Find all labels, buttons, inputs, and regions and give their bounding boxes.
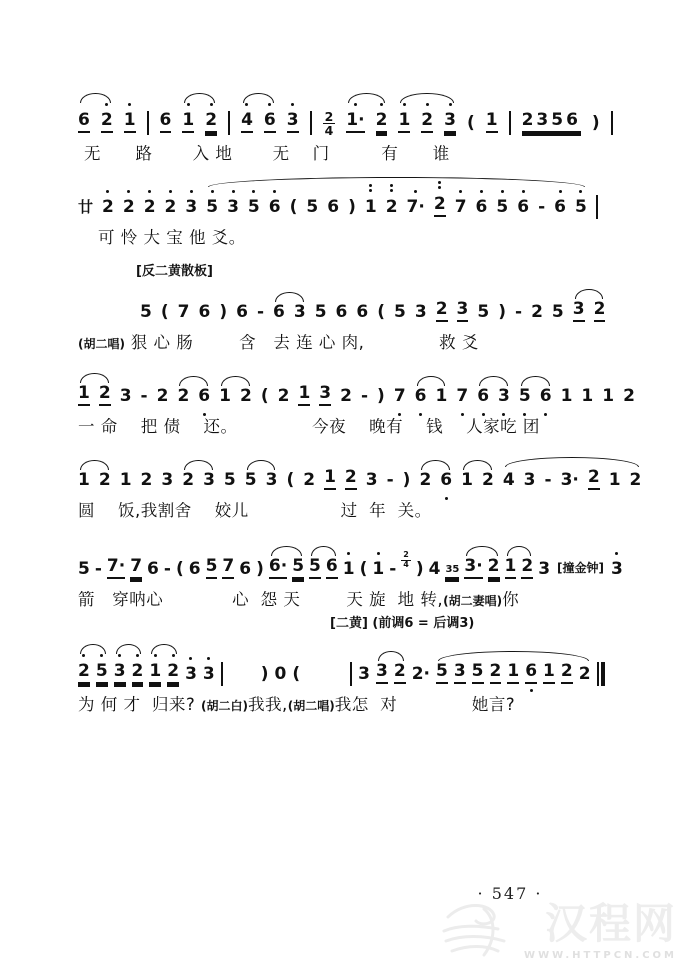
note: 3 bbox=[457, 299, 469, 322]
note: 2 bbox=[123, 197, 135, 217]
note: 1 bbox=[602, 386, 615, 407]
note: 2 bbox=[488, 556, 500, 579]
note: 6 bbox=[147, 559, 159, 580]
slur-group bbox=[78, 383, 111, 406]
note: 2356 bbox=[522, 110, 581, 133]
note: 2 bbox=[490, 661, 502, 684]
lyrics-text: 圆 饭,我割舍 姣儿 过 年 关。 bbox=[78, 501, 432, 521]
note: - bbox=[163, 559, 171, 580]
note: 6 bbox=[415, 386, 427, 406]
note: 2 bbox=[434, 194, 446, 217]
system bbox=[78, 449, 642, 521]
note: 7 bbox=[222, 556, 234, 579]
slur-group bbox=[114, 661, 144, 684]
note: 5 bbox=[248, 197, 260, 217]
note: 6 bbox=[269, 197, 281, 217]
note: 2 bbox=[561, 661, 573, 684]
slur-group bbox=[415, 386, 448, 406]
note: 2 bbox=[386, 197, 398, 217]
note: 1 bbox=[124, 110, 136, 133]
note: 2 bbox=[167, 661, 179, 684]
role-label: (胡二妻唱) bbox=[443, 594, 503, 609]
note: 3 bbox=[414, 302, 427, 323]
note: ) bbox=[260, 664, 269, 685]
note: 3 bbox=[376, 661, 388, 684]
notation-line bbox=[78, 92, 618, 139]
note: 5 bbox=[306, 197, 319, 218]
note: 7· bbox=[407, 197, 425, 217]
note: 3 bbox=[319, 383, 331, 406]
note: 1 bbox=[543, 661, 555, 684]
lyrics-line bbox=[78, 691, 618, 715]
note: 2 bbox=[165, 197, 177, 217]
lyrics-text: 为 何 才 归来? bbox=[78, 695, 201, 715]
note: 1 bbox=[219, 386, 231, 407]
note: 1 bbox=[78, 383, 90, 406]
note: 2 bbox=[623, 386, 635, 407]
note: 6 bbox=[273, 302, 285, 323]
note: 2 bbox=[78, 661, 90, 684]
slur-group bbox=[477, 386, 510, 406]
note: - bbox=[386, 470, 394, 491]
slur-group bbox=[519, 386, 552, 406]
note: 2 bbox=[239, 386, 252, 407]
notation-line bbox=[78, 643, 618, 684]
slur-group bbox=[461, 470, 494, 490]
note: 2 bbox=[132, 661, 144, 684]
note: 3 bbox=[523, 470, 536, 491]
note: 6 bbox=[198, 386, 210, 406]
key-change-label: [二黄] (前调6 = 后调3) bbox=[330, 616, 475, 632]
note: 廿 bbox=[78, 198, 94, 217]
lyrics-line bbox=[84, 140, 618, 164]
slur-group bbox=[206, 194, 587, 217]
notation-line bbox=[78, 449, 642, 491]
note: 5 bbox=[575, 197, 587, 217]
note: ) bbox=[415, 559, 424, 580]
note: 2 bbox=[156, 386, 169, 407]
note: 5 bbox=[551, 302, 564, 323]
note: 2 bbox=[521, 556, 533, 579]
note: 3 bbox=[358, 664, 370, 685]
note: 5 bbox=[477, 302, 490, 323]
note: ( bbox=[466, 113, 475, 134]
note: 1 bbox=[560, 386, 573, 407]
barline bbox=[350, 662, 352, 686]
score bbox=[78, 92, 642, 727]
note: ) bbox=[219, 302, 228, 323]
note: 1 bbox=[149, 661, 161, 684]
barline bbox=[310, 111, 312, 135]
note: 6 bbox=[198, 302, 211, 323]
note: 6 bbox=[188, 559, 201, 580]
note: 7 bbox=[177, 302, 190, 323]
note: 4 bbox=[502, 470, 515, 491]
slur-group bbox=[398, 110, 456, 133]
note: 2 bbox=[578, 664, 591, 685]
note: - bbox=[515, 302, 523, 323]
note: 2 bbox=[588, 467, 600, 490]
note: 5 bbox=[244, 470, 257, 491]
note: ) bbox=[348, 197, 356, 218]
note: 1 bbox=[581, 386, 594, 407]
note: ( bbox=[359, 559, 368, 580]
slur-group bbox=[309, 556, 338, 579]
slur-group bbox=[219, 386, 252, 406]
lyrics-text: 无 路 入 地 无 门 有 谁 bbox=[84, 144, 450, 164]
note: 1 bbox=[182, 110, 194, 133]
system bbox=[78, 533, 623, 632]
notation-line bbox=[78, 176, 618, 217]
note: 6 bbox=[540, 386, 552, 406]
barline bbox=[509, 111, 511, 135]
note: 2 bbox=[340, 386, 352, 407]
note: ) bbox=[402, 470, 411, 491]
note: 6· bbox=[269, 556, 287, 579]
lyrics-text: 可 怜 大 宝 他 爻。 bbox=[98, 228, 246, 248]
note: 2 bbox=[182, 470, 195, 491]
watermark-text bbox=[524, 899, 677, 961]
note: 3· bbox=[560, 470, 579, 491]
note: ( bbox=[175, 559, 184, 580]
note: 6 bbox=[517, 197, 529, 217]
note: 6 bbox=[477, 386, 489, 406]
slur-group bbox=[78, 470, 111, 490]
barline bbox=[228, 111, 230, 135]
final-barline bbox=[597, 662, 605, 686]
note: 5 bbox=[96, 661, 108, 684]
slur-group bbox=[182, 110, 217, 133]
note: 2 bbox=[421, 110, 433, 133]
note: 5 bbox=[519, 386, 531, 406]
note: 3 bbox=[119, 386, 132, 407]
lyrics-text: 你 bbox=[502, 590, 520, 610]
note: 1 bbox=[461, 470, 473, 491]
note: 1 bbox=[435, 386, 448, 407]
note: 3 bbox=[185, 664, 197, 684]
note: 3 bbox=[185, 197, 197, 217]
note: 6 bbox=[335, 302, 348, 323]
note: 5 bbox=[309, 556, 321, 579]
note: - bbox=[360, 386, 369, 407]
note: 1 bbox=[365, 197, 377, 217]
note: 4 bbox=[428, 559, 441, 580]
lyrics-line bbox=[78, 413, 618, 437]
slur-group bbox=[273, 302, 306, 322]
note: 1 bbox=[78, 470, 90, 491]
note: 5 bbox=[206, 556, 218, 579]
note: 2 bbox=[140, 470, 153, 491]
lyrics-text: 我我, bbox=[247, 695, 288, 715]
slur-group bbox=[464, 556, 499, 579]
note: 2 bbox=[205, 110, 217, 133]
note: 6 bbox=[239, 559, 252, 580]
lyrics-text: 一 命 把 债 还。 今夜 晚有 钱 人家吃 团 bbox=[78, 417, 540, 437]
note: 3 bbox=[293, 302, 306, 323]
note: 2 bbox=[303, 470, 316, 491]
note: 2 bbox=[594, 299, 606, 322]
note: 2 bbox=[98, 470, 111, 491]
note: 3 bbox=[203, 664, 215, 684]
note: 1 bbox=[505, 556, 517, 579]
slur-group bbox=[573, 299, 606, 322]
note: 2 bbox=[101, 110, 113, 133]
note: 1· bbox=[346, 110, 364, 133]
note: 6 bbox=[326, 556, 338, 579]
system bbox=[78, 260, 618, 353]
note: 2 bbox=[629, 470, 642, 491]
lyrics-line bbox=[78, 497, 618, 521]
slur-group bbox=[78, 110, 113, 133]
page-number: · 547 · bbox=[477, 884, 543, 903]
note: 5 bbox=[292, 556, 304, 579]
barline bbox=[596, 195, 598, 219]
note: - bbox=[140, 386, 148, 407]
note: 3 bbox=[161, 470, 174, 491]
note: 1 bbox=[398, 110, 410, 133]
note: ( bbox=[289, 197, 298, 218]
note: 2 bbox=[277, 386, 290, 407]
note: 2 bbox=[481, 470, 494, 491]
note: 3 bbox=[227, 197, 239, 217]
note: 5 bbox=[206, 197, 218, 217]
note: 2 bbox=[436, 299, 448, 322]
system bbox=[78, 643, 618, 715]
note: 3 bbox=[611, 559, 623, 579]
note: 2 bbox=[394, 661, 406, 684]
note: 2· bbox=[411, 664, 430, 685]
note: 1 bbox=[372, 559, 384, 579]
note: 3 bbox=[454, 661, 466, 684]
note: 2 bbox=[419, 470, 432, 491]
note: 2 bbox=[531, 302, 543, 323]
watermark-url: WWW.HTTPCN.COM bbox=[524, 950, 677, 961]
note: ( bbox=[286, 470, 295, 491]
barline bbox=[611, 111, 613, 135]
note: 5 bbox=[394, 302, 406, 323]
note: 2 bbox=[376, 110, 388, 133]
note: ) bbox=[256, 559, 264, 580]
spacer bbox=[306, 683, 344, 684]
note: 6 bbox=[327, 197, 340, 218]
note: 6 bbox=[554, 197, 566, 217]
role-label: (胡二唱) bbox=[287, 699, 335, 714]
note: 6 bbox=[440, 470, 452, 490]
note: 6 bbox=[264, 110, 276, 133]
note: 2 bbox=[99, 383, 111, 406]
barline bbox=[221, 662, 223, 686]
note: 3 bbox=[444, 110, 456, 133]
lyrics-line bbox=[98, 224, 618, 248]
section-label: [反二黄散板] bbox=[136, 264, 213, 280]
note: 4 bbox=[241, 110, 253, 133]
slur-group bbox=[419, 470, 452, 490]
note: - bbox=[538, 197, 546, 218]
slur-group bbox=[436, 661, 591, 684]
note: 5 bbox=[223, 470, 236, 491]
note: 1 bbox=[119, 470, 132, 491]
note: ( bbox=[377, 302, 385, 323]
note: - bbox=[389, 559, 397, 580]
note: 3 bbox=[114, 661, 126, 684]
note: 1 bbox=[507, 661, 519, 684]
role-label: (胡二唱) bbox=[78, 337, 125, 352]
slur-group bbox=[78, 661, 108, 684]
slur-group bbox=[241, 110, 276, 133]
lyrics-text: 我怎 对 她言? bbox=[334, 695, 516, 715]
system bbox=[78, 365, 635, 437]
notation-label: [撞金钟] bbox=[557, 561, 605, 576]
role-label: (胡二白) bbox=[200, 699, 248, 714]
note: 7· bbox=[107, 556, 125, 579]
note: 1 bbox=[608, 470, 621, 491]
spacer bbox=[229, 683, 255, 684]
note: - bbox=[256, 302, 264, 323]
note: 6 bbox=[476, 197, 488, 217]
note: 35 bbox=[445, 564, 459, 579]
lyrics-line bbox=[78, 586, 618, 610]
note: 7 bbox=[455, 197, 467, 217]
barline bbox=[147, 111, 149, 135]
system bbox=[78, 92, 618, 164]
note: 3 bbox=[498, 386, 510, 406]
note: 7 bbox=[130, 556, 142, 579]
note: 5 bbox=[314, 302, 327, 323]
note: 3 bbox=[538, 559, 551, 580]
note: 6 bbox=[236, 302, 248, 323]
slur-group bbox=[505, 556, 534, 579]
note: 1 bbox=[343, 559, 355, 579]
slur-group bbox=[149, 661, 179, 684]
note: 1 bbox=[324, 467, 336, 490]
note: - bbox=[544, 470, 552, 491]
system bbox=[78, 176, 618, 248]
note: ) bbox=[498, 302, 506, 323]
note: 3· bbox=[464, 556, 482, 579]
slur-group bbox=[269, 556, 304, 579]
note: 2 bbox=[102, 197, 114, 217]
notation-line bbox=[78, 533, 623, 580]
lyrics-line bbox=[78, 329, 618, 353]
watermark-brand: 汉程网 bbox=[544, 899, 677, 948]
note: 6 bbox=[356, 302, 369, 323]
note: 2 bbox=[144, 197, 156, 217]
slur-group bbox=[182, 470, 215, 490]
note: 1 bbox=[486, 110, 498, 133]
slur-group bbox=[376, 661, 406, 684]
note: 7 bbox=[456, 386, 468, 406]
note: 2 bbox=[177, 386, 190, 407]
note: 6 bbox=[160, 110, 172, 133]
note: 3 bbox=[573, 299, 585, 322]
note: - bbox=[94, 559, 102, 580]
note: 6 bbox=[525, 661, 537, 684]
note: 5 bbox=[140, 302, 152, 323]
lyrics-text: 箭 穿呐心 心 怨 天 天 旋 地 转, bbox=[78, 590, 444, 610]
note: 1 bbox=[298, 383, 310, 406]
note: 2 bbox=[345, 467, 357, 490]
slur-group bbox=[503, 467, 642, 490]
note: 3 bbox=[365, 470, 378, 491]
note: ( bbox=[260, 386, 269, 407]
watermark bbox=[438, 899, 677, 961]
note: ( bbox=[160, 302, 169, 323]
swirl-wave-logo-icon bbox=[438, 899, 522, 961]
note: ) bbox=[377, 386, 385, 407]
notation-line bbox=[140, 281, 618, 322]
time-signature: $\frac{2}{4}$ bbox=[324, 109, 334, 139]
note: 7 bbox=[394, 386, 406, 406]
slur-group bbox=[177, 386, 210, 406]
note: 5 bbox=[472, 661, 484, 684]
note: 3 bbox=[203, 470, 215, 491]
note: ) bbox=[591, 113, 600, 134]
slur-group bbox=[245, 470, 278, 490]
time-signature: $\frac{2}{4}$ bbox=[403, 550, 409, 569]
note: 5 bbox=[496, 197, 508, 217]
note: 6 bbox=[78, 110, 90, 133]
notation-line bbox=[78, 365, 635, 407]
slur-group bbox=[346, 110, 387, 133]
note: 0 bbox=[274, 664, 287, 685]
lyrics-text: 狠 心 肠 含 去 连 心 肉, 救 爻 bbox=[124, 333, 479, 353]
note: 3 bbox=[287, 110, 299, 133]
note: 5 bbox=[436, 661, 448, 684]
note: 3 bbox=[265, 470, 278, 491]
note: 5 bbox=[78, 559, 90, 580]
note: ( bbox=[292, 664, 301, 685]
